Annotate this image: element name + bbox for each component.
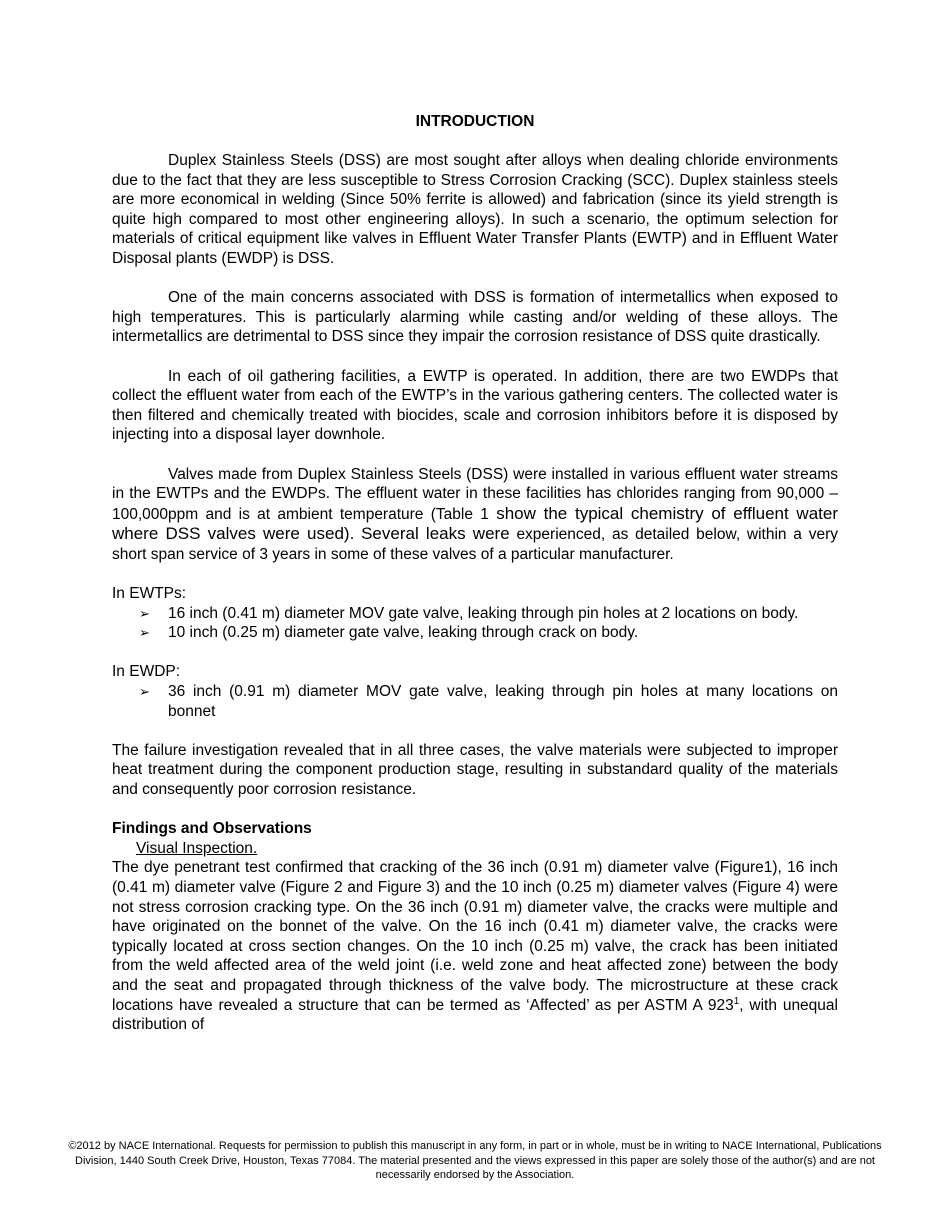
ewdp-list bbox=[112, 682, 838, 721]
list-item bbox=[112, 623, 838, 643]
paragraph-2: One of the main concerns associated with DSS is formation of intermetallics when exposed to high temperatures. This is particularly alarming while casting and/or welding of these alloys. The intermetallics are detrimental to DSS since they impair the corrosion resistance of DSS quite drastically. bbox=[112, 289, 838, 346]
visual-inspection-subheading: Visual Inspection. bbox=[136, 839, 258, 857]
section-title: INTRODUCTION bbox=[415, 113, 535, 130]
findings-tail: , with unequal distribution of bbox=[112, 996, 838, 1034]
page-body bbox=[112, 112, 838, 1035]
paragraph-4 bbox=[112, 465, 838, 565]
list-item bbox=[112, 604, 838, 624]
paragraph-4-part-c: Several leaks were bbox=[361, 524, 510, 544]
paragraph-4-part-b: show the typical chemistry of effluent water where DSS valves were used). bbox=[112, 503, 839, 544]
ewtp-list bbox=[112, 604, 838, 643]
list-item-text: 16 inch (0.41 m) diameter MOV gate valve, leaking through pin holes at 2 locations on body. bbox=[168, 604, 799, 622]
paragraph-3: In each of oil gathering facilities, a EWTP is operated. In addition, there are two EWDPs that collect the effluent water from each of the EWTP’s in the various gathering centers. The collected water is then filtered and chemically treated with biocides, scale and corrosion inhibitors before it is disposed by injecting into a disposal layer downhole. bbox=[112, 367, 838, 444]
paragraph-1: Duplex Stainless Steels (DSS) are most sought after alloys when dealing chloride environments due to the fact that they are less susceptible to Stress Corrosion Cracking (SCC). Duplex stainless steels are more economical in welding (Since 50% ferrite is allowed) and fabrication (since its yield strength is quite high compared to most other engineering alloys). In such a scenario, the optimum selection for materials of critical equipment like valves in Effluent Water Transfer Plants (EWTP) and in Effluent Water Disposal plants (EWDP) is DSS. bbox=[112, 152, 838, 267]
ewtp-label: In EWTPs: bbox=[112, 585, 187, 603]
list-item bbox=[112, 682, 838, 721]
arrow-bullet-icon: ➢ bbox=[139, 684, 150, 700]
arrow-bullet-icon: ➢ bbox=[139, 625, 150, 641]
ewdp-label: In EWDP: bbox=[112, 663, 181, 681]
reference-superscript: 1 bbox=[733, 995, 740, 1007]
findings-text: The dye penetrant test confirmed that cracking of the 36 inch (0.91 m) diameter valve (Figure1), 16 inch (0.41 m) diameter valve (Figure 2 and Figure 3) and the 10 inch (0.25 m) diameter valves (Figure 4) were not stress corrosion cracking type. On the 36 inch (0.91 m) diameter valve, the cracks were multiple and have originated on the bonnet of the valve. On the 16 inch (0.41 m) diameter valve, the cracks were typically located at cross section changes. On the 10 inch (0.25 m) valve, the crack has been initiated from the weld affected area of the weld joint (i.e. weld zone and heat affected zone) between the body and the seat and propagated through thickness of the valve body. The microstructure at these crack locations have revealed a structure that can be termed as ‘Affected’ as per ASTM A 923 bbox=[112, 859, 838, 1014]
paragraph-5: The failure investigation revealed that in all three cases, the valve materials were subjected to improper heat treatment during the component production stage, resulting in substandard quality of the materials and consequently poor corrosion resistance. bbox=[112, 741, 838, 798]
findings-paragraph bbox=[112, 858, 838, 1034]
list-item-text: 36 inch (0.91 m) diameter MOV gate valve, leaking through pin holes at many locations on bonnet bbox=[168, 683, 838, 720]
paragraph-4-part-d: experienced, as detailed below, within a very short span service of 3 years in some of these valves of a particular manufacturer. bbox=[112, 526, 838, 563]
list-item-text: 10 inch (0.25 m) diameter gate valve, leaking through crack on body. bbox=[168, 624, 639, 642]
copyright-footer: ©2012 by NACE International. Requests for permission to publish this manuscript in any form, in part or in whole, must be in writing to NACE International, Publications Division, 1440 South Creek Drive, Houston, Texas 77084. The material presented and the views expressed in this paper are solely those of the author(s) and are not necessarily endorsed by the Association. bbox=[68, 1140, 882, 1182]
paragraph-4-part-a: Valves made from Duplex Stainless Steels (DSS) were installed in various effluent water streams in the EWTPs and the EWDPs. The effluent water in these facilities has chlorides ranging from 90,000 – 100,000ppm and is at ambient temperature (Table 1 bbox=[112, 465, 838, 523]
findings-heading: Findings and Observations bbox=[112, 820, 312, 838]
arrow-bullet-icon: ➢ bbox=[139, 605, 150, 621]
